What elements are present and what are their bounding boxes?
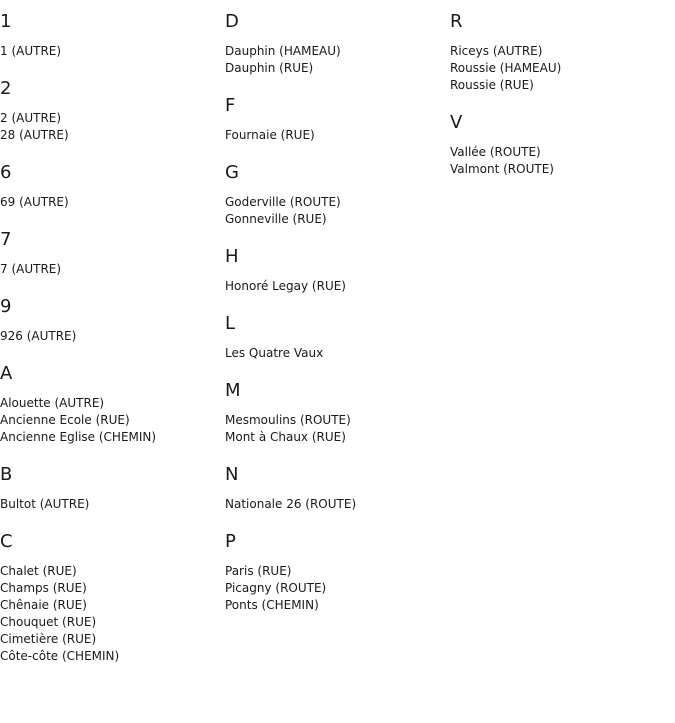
letter-group: [0, 529, 220, 665]
letter-group: [0, 294, 220, 345]
street-link[interactable]: Chênaie (RUE): [0, 598, 87, 612]
letter-group: [225, 378, 445, 446]
street-link[interactable]: Cimetière (RUE): [0, 632, 97, 646]
letter-heading: 1: [0, 11, 12, 32]
letter-heading: 7: [0, 229, 12, 250]
letter-heading: N: [225, 464, 239, 485]
street-link[interactable]: Riceys (AUTRE): [450, 44, 543, 58]
street-link[interactable]: Dauphin (HAMEAU): [225, 44, 341, 58]
street-list: [225, 345, 445, 362]
letter-heading: 9: [0, 296, 12, 317]
street-link[interactable]: Les Quatre Vaux: [225, 346, 324, 360]
letter-group: [225, 93, 445, 144]
street-list: [225, 127, 445, 144]
letter-heading: V: [450, 112, 463, 133]
street-list: [0, 395, 220, 446]
letter-group: [450, 110, 670, 178]
street-list: [0, 328, 220, 345]
letter-group: [450, 9, 670, 94]
letter-group: [225, 529, 445, 614]
index-column-1: [0, 9, 220, 681]
street-list: [0, 261, 220, 278]
street-link[interactable]: 69 (AUTRE): [0, 195, 69, 209]
letter-heading: R: [450, 11, 463, 32]
letter-heading: C: [0, 531, 13, 552]
street-link[interactable]: Valmont (ROUTE): [450, 162, 554, 176]
street-link[interactable]: Honoré Legay (RUE): [225, 279, 346, 293]
letter-group: [0, 361, 220, 446]
letter-heading: H: [225, 246, 239, 267]
street-list: [0, 110, 220, 144]
letter-group: [225, 9, 445, 77]
street-link[interactable]: Champs (RUE): [0, 581, 87, 595]
street-link[interactable]: Mesmoulins (ROUTE): [225, 413, 351, 427]
street-link[interactable]: Chalet (RUE): [0, 564, 77, 578]
street-list: [225, 278, 445, 295]
letter-group: [225, 462, 445, 513]
street-link[interactable]: Picagny (ROUTE): [225, 581, 327, 595]
letter-heading: 2: [0, 78, 12, 99]
letter-group: [0, 462, 220, 513]
letter-heading: B: [0, 464, 13, 485]
letter-group: [225, 244, 445, 295]
street-link[interactable]: Dauphin (RUE): [225, 61, 314, 75]
street-link[interactable]: Fournaie (RUE): [225, 128, 315, 142]
street-list: [0, 43, 220, 60]
street-list: [0, 563, 220, 665]
street-link[interactable]: 926 (AUTRE): [0, 329, 77, 343]
letter-heading: A: [0, 363, 13, 384]
letter-heading: L: [225, 313, 236, 334]
street-list: [450, 43, 670, 94]
street-link[interactable]: Bultot (AUTRE): [0, 497, 90, 511]
street-link[interactable]: Gonneville (RUE): [225, 212, 327, 226]
street-link[interactable]: Ancienne Eglise (CHEMIN): [0, 430, 157, 444]
street-list: [225, 496, 445, 513]
letter-heading: P: [225, 531, 236, 552]
letter-heading: G: [225, 162, 239, 183]
letter-group: [0, 227, 220, 278]
letter-heading: F: [225, 95, 236, 116]
index-column-3: [450, 9, 670, 194]
street-link[interactable]: Ancienne Ecole (RUE): [0, 413, 130, 427]
street-list: [225, 43, 445, 77]
street-link[interactable]: 2 (AUTRE): [0, 111, 62, 125]
street-link[interactable]: Nationale 26 (ROUTE): [225, 497, 357, 511]
letter-group: [0, 76, 220, 144]
street-list: [225, 194, 445, 228]
letter-group: [0, 9, 220, 60]
street-link[interactable]: Chouquet (RUE): [0, 615, 97, 629]
street-list: [0, 496, 220, 513]
street-link[interactable]: Ponts (CHEMIN): [225, 598, 319, 612]
street-list: [0, 194, 220, 211]
street-link[interactable]: Vallée (ROUTE): [450, 145, 541, 159]
letter-heading: M: [225, 380, 241, 401]
street-link[interactable]: Roussie (RUE): [450, 78, 534, 92]
street-link[interactable]: Roussie (HAMEAU): [450, 61, 562, 75]
letter-heading: 6: [0, 162, 12, 183]
street-link[interactable]: Mont à Chaux (RUE): [225, 430, 346, 444]
street-list: [225, 563, 445, 614]
street-list: [450, 144, 670, 178]
letter-group: [225, 311, 445, 362]
street-list: [225, 412, 445, 446]
street-link[interactable]: Paris (RUE): [225, 564, 292, 578]
street-link[interactable]: 7 (AUTRE): [0, 262, 62, 276]
street-link[interactable]: 28 (AUTRE): [0, 128, 69, 142]
index-column-2: [225, 9, 445, 630]
letter-group: [225, 160, 445, 228]
street-link[interactable]: Côte-côte (CHEMIN): [0, 649, 120, 663]
street-link[interactable]: Alouette (AUTRE): [0, 396, 105, 410]
street-link[interactable]: Goderville (ROUTE): [225, 195, 341, 209]
letter-heading: D: [225, 11, 239, 32]
street-link[interactable]: 1 (AUTRE): [0, 44, 62, 58]
letter-group: [0, 160, 220, 211]
